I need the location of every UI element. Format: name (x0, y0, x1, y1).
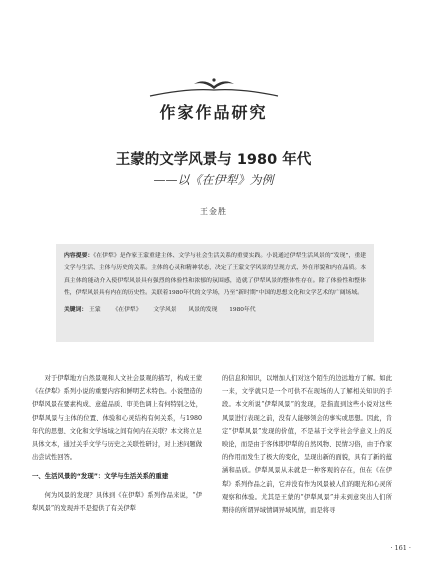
ornament-divider (148, 76, 280, 100)
article-title: 王蒙的文学风景与 1980 年代 (115, 152, 312, 168)
body-paragraph: 对于伊犁地方自然景观和人文社会景观的描写，构成王蒙《在伊犁》系列小说的重要内容和鲜明艺术特色。小说塑造的伊犁风景在要素构成、意蕴品质、审美色调上有何特别之处，伊犁风景与主体的位置、体验和心灵结构有何关系，与1980年代的思想、文化和文学场域之间有何内在关联？本文将立足具体文本，通过关乎文学与历史之关联性研讨，对上述问题做出尝试性回答。 (32, 375, 203, 462)
keyword: 文学风景 (153, 306, 177, 313)
abstract-label: 内容提要： (64, 253, 94, 259)
body-column-right (222, 372, 392, 517)
abstract-box (56, 244, 374, 342)
page-number: · 161 · (390, 544, 411, 552)
column-title: 作家作品研究 (159, 103, 268, 122)
abstract-text: 《在伊犁》是作家王蒙重建主体、文学与社会生活关系的重要实践。小说通过伊犁生活风景的“发现”，重建文学与生活、主体与历史的关系。主体的心灵和精神状态，决定了王蒙文学风景的呈现方式、外在形貌和内在品质。本真主体的能动介入使伊犁风景具有强烈的体验性和浓郁的氛围感，造就了伊犁风景的整体性存在。除了体验性和整体性，伊犁风景具有内在的历史性。关联着1980年代的文学场，乃至“新时期”中国的思想文化和文学艺术的广阔场域。 (64, 253, 366, 297)
body-paragraph: 的信息和知识，以增加人们对这个陌生的边远地方了解。如此一来，文学就只是一个可供不在现场的人了解相关知识的手段。本文所说“伊犁风景”的发现，是指直到这些小说对这些风景进行表现之前，没有人能够领会的事实或思想。因此，肯定“伊犁风景”发现的价值，不是基于文学社会学意义上的反映论，而是由于客体即伊犁的自然风物、民情习俗，由于作家的作用而发生了极大的变化，呈现出新的面貌，具有了新的蕴涵和品质。伊犁风景从未就是一种客观的存在，但在《在伊犁》系列作品之前，它并没有作为风景被人们的眼光和心灵所观察和体验。尤其是王蒙的“伊犁风景”并未到意突出人们所期待的所谓异域情调异域风情，而是将寻 (222, 375, 393, 515)
keyword: 1980年代 (229, 306, 256, 313)
author-name: 王金胜 (200, 207, 227, 216)
keywords-label: 关键词： (64, 306, 88, 313)
keyword: 王蒙 (89, 306, 101, 313)
article-subtitle: ——以《在伊犁》为例 (153, 173, 274, 187)
body-paragraph: 何为风景的发现？具体到《在伊犁》系列作品来说，“伊犁风景”的发现并不是提供了有关伊犁 (32, 491, 202, 512)
section-heading: 一、生活风景的“发现”：文学与生活关系的重建 (32, 472, 169, 481)
abstract (64, 250, 366, 300)
body-column-left (32, 372, 202, 515)
keywords (64, 305, 366, 316)
keyword: 《在伊犁》 (112, 306, 142, 313)
keyword: 风景的发现 (188, 306, 218, 313)
